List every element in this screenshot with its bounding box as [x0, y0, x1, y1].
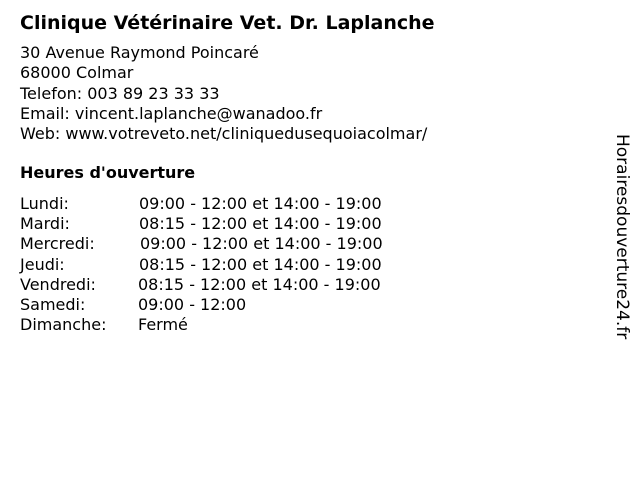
hours-table — [20, 194, 440, 335]
time-range: 08:15 - 12:00 et 14:00 - 19:00 — [139, 214, 382, 234]
website-url: Web: www.votreveto.net/cliniquedusequoiacolmar/ — [20, 124, 428, 144]
day-label: Samedi: — [20, 294, 86, 314]
watermark — [612, 134, 632, 374]
hours-row-tuesday — [20, 214, 440, 234]
city-address: 68000 Colmar — [20, 63, 134, 83]
email-address: Email: vincent.laplanche@wanadoo.fr — [20, 103, 323, 123]
clinic-title: Clinique Vétérinaire Vet. Dr. Laplanche — [20, 12, 435, 34]
time-range: 09:00 - 12:00 et 14:00 - 19:00 — [140, 234, 383, 254]
day-label: Mercredi: — [20, 234, 95, 254]
time-range: 09:00 - 12:00 — [138, 294, 247, 314]
hours-row-thursday — [20, 255, 440, 275]
hours-row-monday — [20, 194, 440, 214]
day-label: Dimanche: — [20, 315, 107, 335]
day-label: Jeudi: — [20, 254, 65, 274]
day-label: Lundi: — [20, 194, 69, 213]
hours-row-saturday — [20, 295, 440, 315]
time-range: 08:15 - 12:00 et 14:00 - 19:00 — [138, 274, 381, 294]
hours-row-friday — [20, 275, 440, 295]
time-range: 08:15 - 12:00 et 14:00 - 19:00 — [139, 254, 382, 274]
contact-block — [20, 43, 427, 144]
hours-heading: Heures d'ouverture — [20, 163, 196, 182]
day-label: Mardi: — [20, 214, 70, 234]
hours-row-sunday — [20, 315, 440, 335]
time-range: Fermé — [138, 315, 188, 335]
time-range: 09:00 - 12:00 et 14:00 - 19:00 — [139, 194, 382, 213]
day-label: Vendredi: — [20, 274, 96, 294]
phone-number: Telefon: 003 89 23 33 33 — [20, 83, 220, 103]
street-address: 30 Avenue Raymond Poincaré — [20, 43, 259, 62]
watermark-text: Horairesdouverture24.fr — [612, 134, 632, 340]
hours-row-wednesday — [20, 234, 440, 254]
